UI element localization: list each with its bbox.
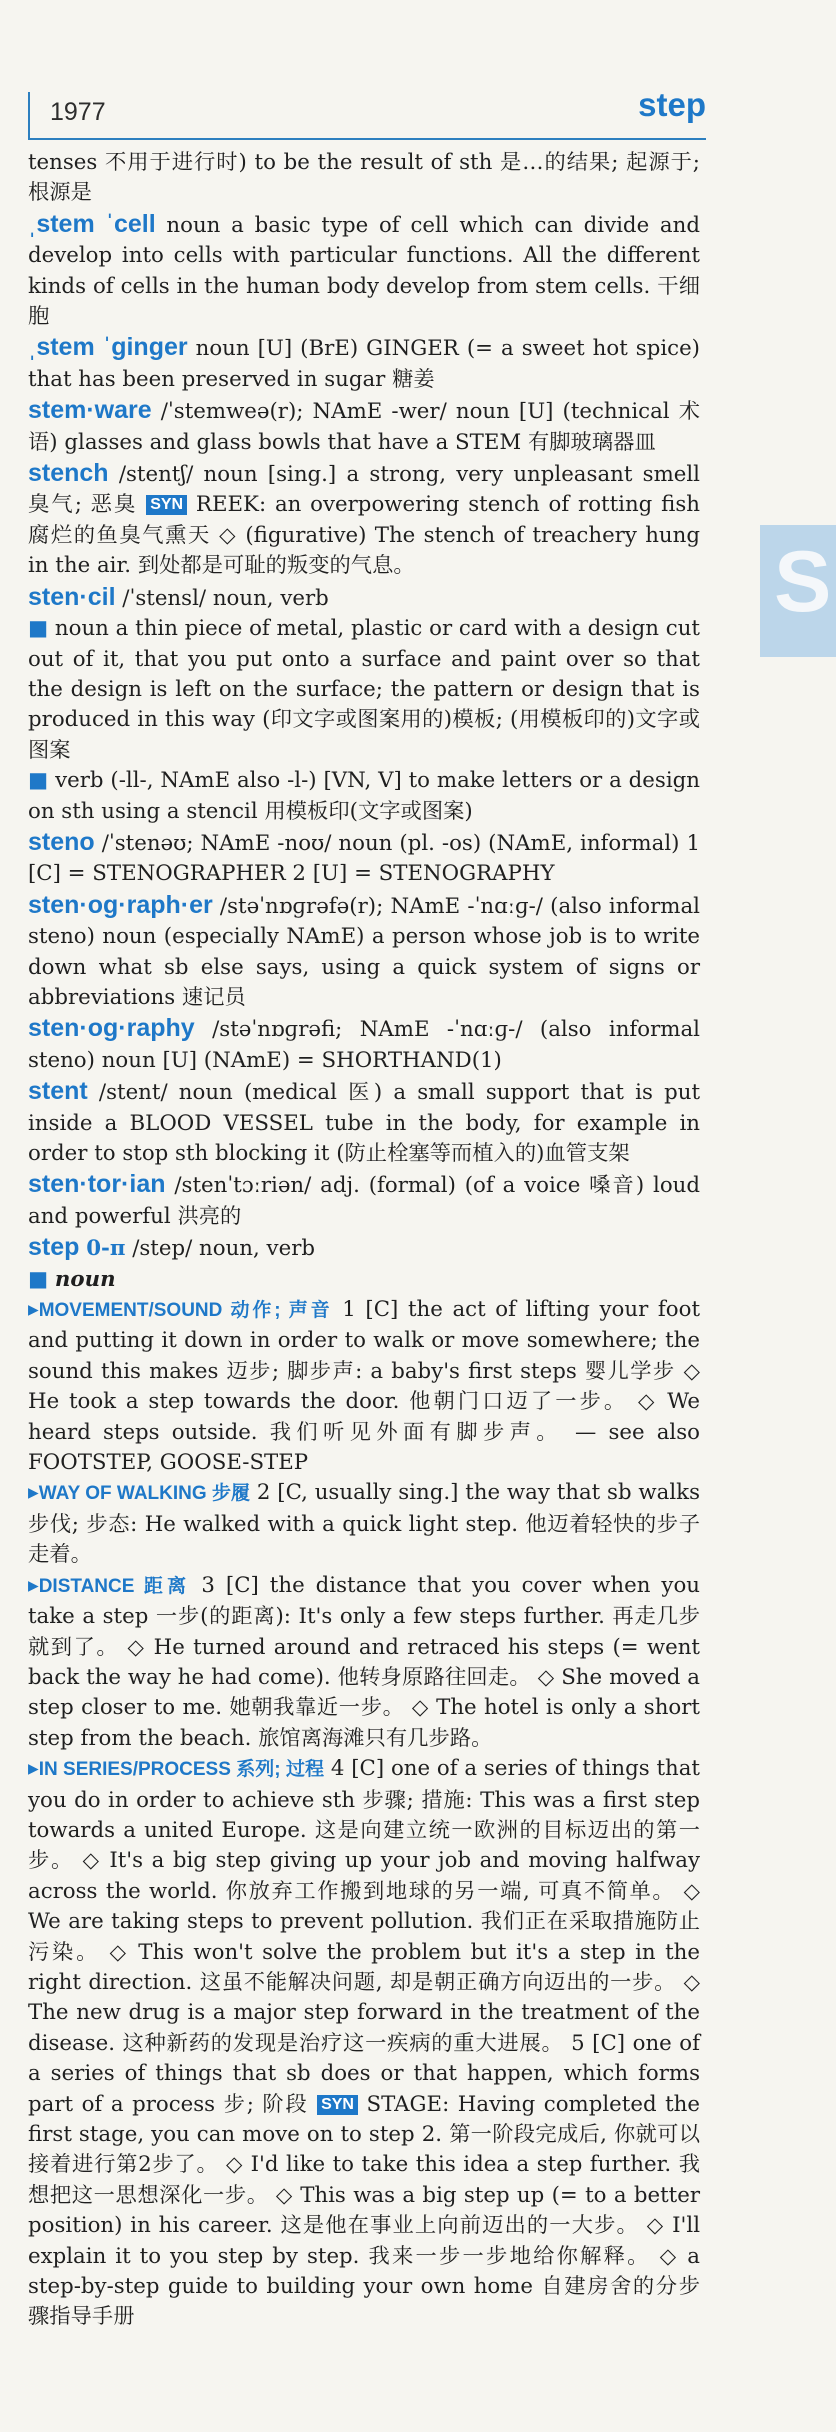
sense-text: 4 [C] one of a series of things that you do in order to achieve sth 步骤; 措施: This was a first step towards a united Europe. 这是向建立统一欧洲的目标迈出的第一步。 ◇ It's a big step giving up your job and moving halfway across the world. 你放弃工作搬到地球的另一端, 可真不简单。 ◇ We are taking steps to prevent pollution. 我们正在采取措施防止污染。 ◇ This won't solve the problem but it's a step in the right direction. 这虽不能解决问题, 却是朝正确方向迈出的一步。 ◇ The new drug is a major step forward in the treatment of the disease. 这种新药的发现是治疗这一疾病的重大进展。 5 [C] one of a series of things that sb does or that happen, which forms part of a process 步; 阶段 bbox=[28, 1756, 700, 2117]
entry-stemware bbox=[28, 395, 700, 458]
headword: stench bbox=[28, 459, 109, 488]
pos-label: noun bbox=[54, 1266, 116, 1292]
definition: /stentʃ/ noun [sing.] a strong, very unpleasant smell 臭气; 恶臭 bbox=[28, 462, 700, 518]
entry-stenography bbox=[28, 1013, 700, 1076]
headword: sten·tor·ian bbox=[28, 1170, 166, 1199]
thumb-tab-letter: S bbox=[774, 534, 832, 630]
entry-stem-ginger bbox=[28, 332, 700, 395]
stencil-noun-sense bbox=[28, 614, 700, 766]
definition: noun [U] (BrE) GINGER (= a sweet hot spice) that has been preserved in sugar 糖姜 bbox=[28, 336, 700, 392]
headword: ˌstem ˈcell bbox=[28, 209, 156, 238]
definition: /stent/ noun (medical 医) a small support that is put inside a BLOOD VESSEL tube in the body, for example in order to stop sth blocking it (防止栓塞等而植入的)血管支架 bbox=[28, 1080, 700, 1166]
sense-label: DISTANCE bbox=[38, 1575, 135, 1597]
entry-step bbox=[28, 1232, 700, 1264]
page-header bbox=[28, 86, 706, 140]
sense-text: 1 [C] the act of lifting your foot and putting it down in order to walk or move somewhere; the sound this makes 迈步; 脚步声: a baby's first steps 婴儿学步 ◇ He took a step towards the door. 他朝门口迈了一步。 ◇ We heard steps outside. 我们听见外面有脚步声。 — see also FOOTSTEP, GOOSE-STEP bbox=[28, 1297, 700, 1476]
pronunciation: /ˈstensl/ noun, verb bbox=[115, 585, 329, 611]
sense-text-continued: STAGE: Having completed the first stage, you can move on to step 2. 第一阶段完成后, 你就可以接着进行第2步了。 ◇ I'd like to take this idea a step further. 我想把这一思想深化一步。 ◇ This was a big step up (= to a better position) in his career. 这是他在事业上向前迈出的一大步。 ◇ I'll explain it to you step by step. 我来一步一步地给你解释。 ◇ a step-by-step guide to building your own home 自建房舍的分步骤指导手册 bbox=[28, 2091, 700, 2330]
sense-label-zh: 动作; 声音 bbox=[222, 1300, 333, 1322]
step-sense-3 bbox=[28, 1571, 700, 1754]
definition: /ˈstemweə(r); NAmE -wer/ noun [U] (technical 术语) glasses and glass bowls that have a STEM 有脚玻璃器皿 bbox=[28, 399, 700, 455]
definition: /stenˈtɔːriən/ adj. (formal) (of a voice 嗓音) loud and powerful 洪亮的 bbox=[28, 1173, 700, 1229]
headword: stent bbox=[28, 1077, 88, 1106]
page-number: 1977 bbox=[50, 98, 106, 126]
continued-text: tenses 不用于进行时) to be the result of sth 是…的结果; 起源于; 根源是 bbox=[28, 150, 700, 206]
synonym-badge: SYN bbox=[146, 495, 187, 515]
sense-text: 2 [C, usually sing.] the way that sb walks 步伐; 步态: He walked with a quick light step. 他迈着轻快的步子走着。 bbox=[28, 1480, 700, 1568]
triangle-arrow-icon: ▸ bbox=[28, 1756, 39, 1782]
bullet-icon: ■ bbox=[28, 1266, 55, 1292]
step-sense-2 bbox=[28, 1478, 700, 1570]
sense-label-zh: 距离 bbox=[134, 1575, 191, 1597]
definition-continued: REEK: an overpowering stench of rotting fish 腐烂的鱼臭气熏天 ◇ (figurative) The stench of treachery hung in the air. 到处都是可耻的叛变的气息。 bbox=[28, 492, 700, 579]
sense-text: 3 [C] the distance that you cover when you take a step 一步(的距离): It's only a few steps further. 再走几步就到了。 ◇ He turned around and retraced his steps (= went back the way he had come). 他转身原路往回走。 ◇ She moved a step closer to me. 她朝我靠近一步。 ◇ The hotel is only a short step from the beach. 旅馆离海滩只有几步路。 bbox=[28, 1572, 700, 1751]
sense-label-zh: 步履 bbox=[206, 1483, 251, 1505]
stencil-verb-sense bbox=[28, 766, 700, 827]
headword: steno bbox=[28, 827, 95, 856]
sense-label: IN SERIES/PROCESS bbox=[38, 1759, 231, 1781]
entry-stem-cell bbox=[28, 209, 700, 333]
bullet-icon: ■ bbox=[28, 768, 56, 794]
entry-stentorian bbox=[28, 1169, 700, 1232]
headword: stem·ware bbox=[28, 396, 152, 425]
triangle-arrow-icon: ▸ bbox=[28, 1297, 39, 1323]
entry-stench bbox=[28, 458, 700, 582]
definition: /ˈstenəʊ; NAmE -noʊ/ noun (pl. -os) (NAmE, informal) 1 [C] = STENOGRAPHER 2 [U] = STENOGRAPHY bbox=[28, 830, 700, 887]
definition: noun a thin piece of metal, plastic or card with a design cut out of it, that you put onto a surface and paint over so that the design is left on the surface; the pattern or design that is produced in this way (印文字或图案用的)模板; (用模板印的)文字或图案 bbox=[28, 616, 700, 763]
entry-stenographer bbox=[28, 890, 700, 1014]
entry-stent bbox=[28, 1076, 700, 1169]
pronunciation: /step/ noun, verb bbox=[125, 1236, 316, 1262]
headword: sten·og·raphy bbox=[28, 1014, 195, 1043]
key-icon: 0-π bbox=[86, 1236, 126, 1262]
step-sense-1 bbox=[28, 1295, 700, 1478]
sense-label: MOVEMENT/SOUND bbox=[38, 1300, 223, 1322]
guide-word: step bbox=[638, 86, 706, 123]
synonym-badge: SYN bbox=[317, 2095, 358, 2115]
definition: /stəˈnɒɡrəfi; NAmE -ˈnɑːɡ-/ (also informal steno) noun [U] (NAmE) = SHORTHAND(1) bbox=[28, 1017, 700, 1073]
definition: verb (-ll-, NAmE also -l-) [VN, V] to make letters or a design on sth using a stencil 用模板印(文字或图案) bbox=[28, 768, 700, 824]
entry-steno bbox=[28, 827, 700, 890]
headword: step bbox=[28, 1233, 80, 1262]
headword: ˌstem ˈginger bbox=[28, 333, 188, 362]
letter-thumb-tab bbox=[760, 525, 836, 657]
step-sense-4 bbox=[28, 1754, 700, 2333]
definition: noun a basic type of cell which can divide and develop into cells with particular functions. All the different kinds of cells in the human body develop from stem cells. 干细胞 bbox=[28, 212, 700, 330]
entry-stencil bbox=[28, 582, 700, 614]
headword: sten·og·raph·er bbox=[28, 890, 213, 919]
headword: sten·cil bbox=[28, 582, 116, 611]
triangle-arrow-icon: ▸ bbox=[28, 1480, 39, 1506]
triangle-arrow-icon: ▸ bbox=[28, 1572, 39, 1598]
bullet-icon: ■ bbox=[28, 616, 55, 642]
step-noun-label bbox=[28, 1265, 700, 1295]
dictionary-column bbox=[28, 148, 700, 2333]
entry-continuation bbox=[28, 148, 700, 209]
sense-label: WAY OF WALKING bbox=[38, 1483, 207, 1505]
sense-label-zh: 系列; 过程 bbox=[230, 1759, 325, 1781]
definition: /stəˈnɒɡrəfə(r); NAmE -ˈnɑːɡ-/ (also informal steno) noun (especially NAmE) a person whose job is to write down what sb else says, using a quick system of signs or abbreviations 速记员 bbox=[28, 893, 700, 1010]
